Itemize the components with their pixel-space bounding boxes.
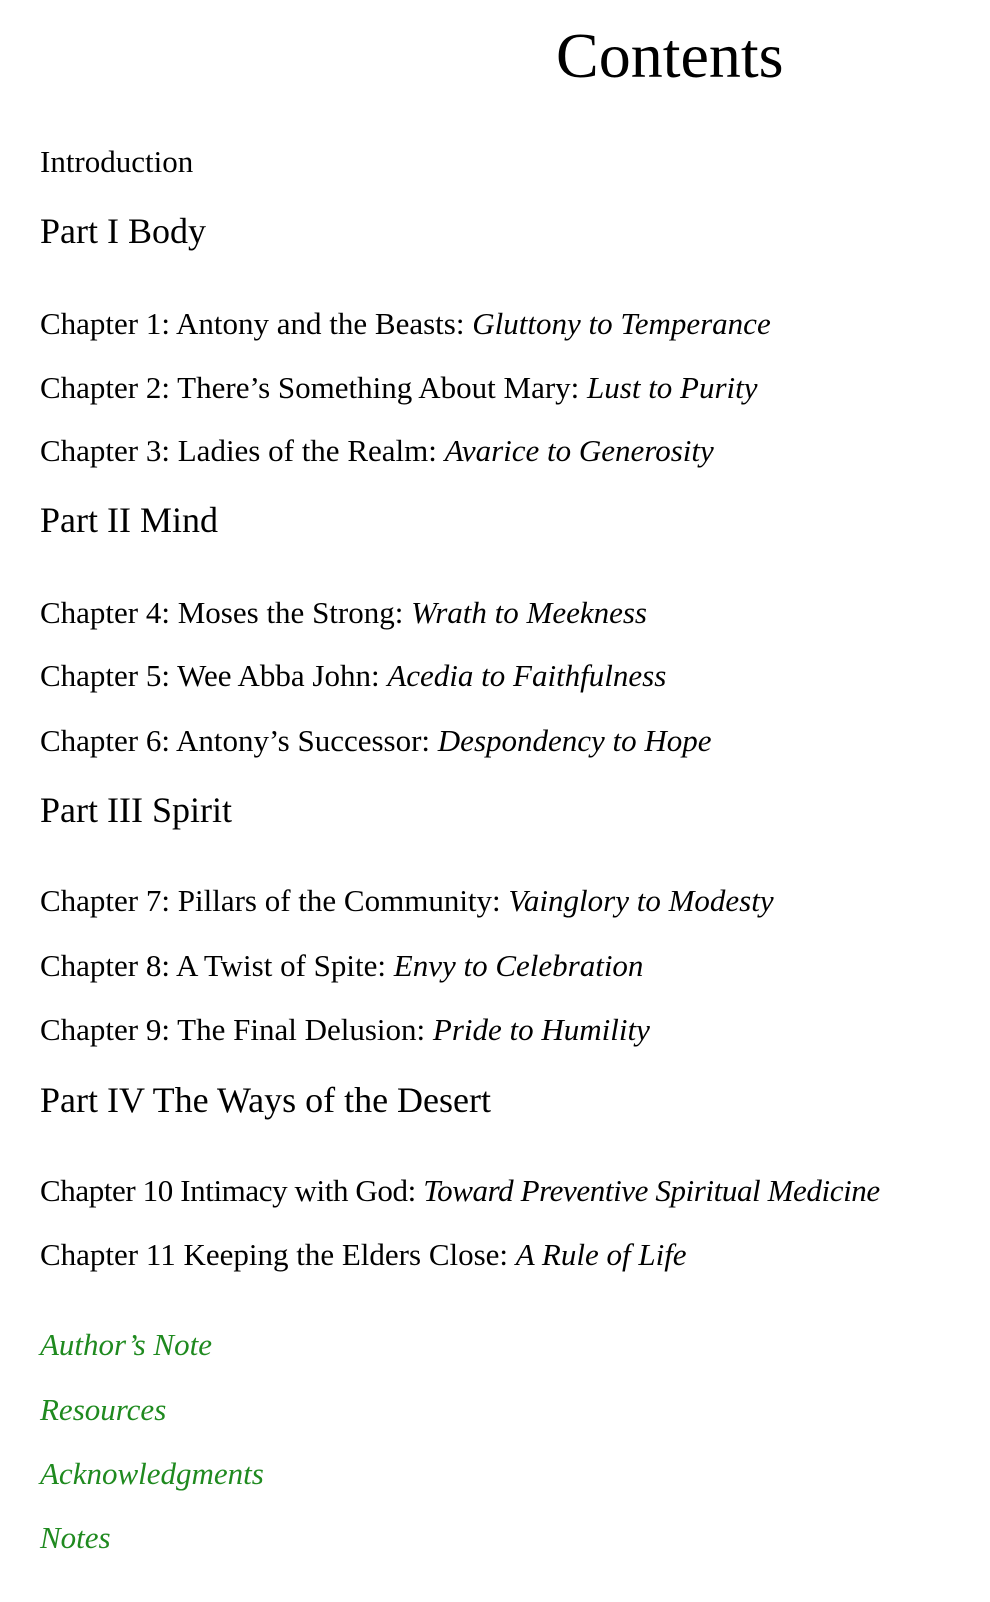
toc-chapter-7[interactable] xyxy=(40,881,774,921)
chapter-title: Chapter 1: Antony and the Beasts: xyxy=(40,306,473,341)
chapter-title: Chapter 3: Ladies of the Realm: xyxy=(40,433,445,468)
chapter-subtitle: Pride to Humility xyxy=(432,1012,650,1047)
chapter-subtitle: Wrath to Meekness xyxy=(411,595,647,630)
chapter-subtitle: Envy to Celebration xyxy=(393,948,644,983)
toc-part-1[interactable]: Part I Body xyxy=(40,211,206,251)
page-title: Contents xyxy=(556,20,784,91)
chapter-subtitle: Toward Preventive Spiritual Medicine xyxy=(423,1173,880,1208)
toc-authors-note-link[interactable]: Author’s Note xyxy=(40,1327,212,1362)
toc-part-3[interactable]: Part III Spirit xyxy=(40,790,232,830)
chapter-title: Chapter 4: Moses the Strong: xyxy=(40,595,412,630)
toc-notes-link[interactable]: Notes xyxy=(40,1520,111,1555)
toc-part-2[interactable]: Part II Mind xyxy=(40,500,218,540)
chapter-subtitle: Despondency to Hope xyxy=(437,723,712,758)
toc-acknowledgments-link[interactable]: Acknowledgments xyxy=(40,1456,264,1491)
toc-chapter-6[interactable] xyxy=(40,721,712,761)
chapter-title: Chapter 9: The Final Delusion: xyxy=(40,1012,433,1047)
chapter-subtitle: Lust to Purity xyxy=(587,370,758,405)
toc-chapter-9[interactable] xyxy=(40,1010,650,1050)
toc-resources-link[interactable]: Resources xyxy=(40,1392,167,1427)
toc-chapter-1[interactable] xyxy=(40,304,771,344)
chapter-title: Chapter 7: Pillars of the Community: xyxy=(40,883,509,918)
chapter-title: Chapter 8: A Twist of Spite: xyxy=(40,948,394,983)
chapter-title: Chapter 5: Wee Abba John: xyxy=(40,658,388,693)
chapter-subtitle: Acedia to Faithfulness xyxy=(387,658,667,693)
toc-part-4[interactable]: Part IV The Ways of the Desert xyxy=(40,1080,492,1120)
chapter-title: Chapter 11 Keeping the Elders Close: xyxy=(40,1237,516,1272)
chapter-title: Chapter 6: Antony’s Successor: xyxy=(40,723,438,758)
toc-chapter-10[interactable] xyxy=(40,1171,880,1211)
chapter-title: Chapter 2: There’s Something About Mary: xyxy=(40,370,588,405)
chapter-subtitle: Gluttony to Temperance xyxy=(472,306,771,341)
chapter-subtitle: A Rule of Life xyxy=(515,1237,687,1272)
toc-chapter-8[interactable] xyxy=(40,946,643,986)
toc-chapter-4[interactable] xyxy=(40,593,647,633)
toc-chapter-5[interactable] xyxy=(40,656,666,696)
toc-chapter-2[interactable] xyxy=(40,368,758,408)
chapter-subtitle: Vainglory to Modesty xyxy=(508,883,774,918)
chapter-title: Chapter 10 Intimacy with God: xyxy=(40,1173,424,1208)
toc-chapter-11[interactable] xyxy=(40,1235,687,1275)
toc-introduction[interactable]: Introduction xyxy=(40,144,194,179)
toc-chapter-3[interactable] xyxy=(40,431,714,471)
chapter-subtitle: Avarice to Generosity xyxy=(444,433,714,468)
